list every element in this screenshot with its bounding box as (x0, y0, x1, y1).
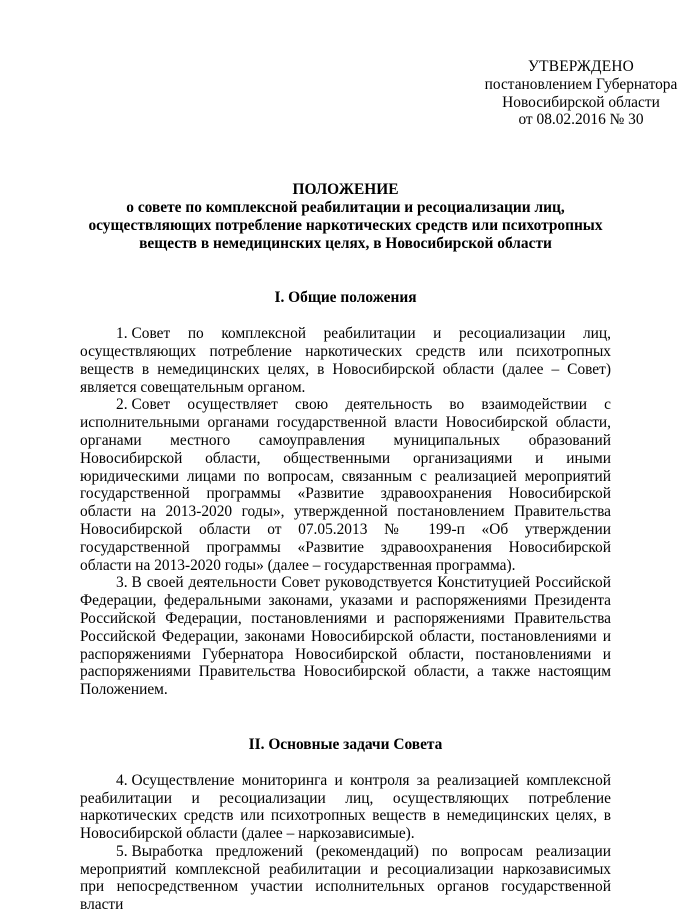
paragraph-number: 5. (116, 842, 128, 860)
paragraph-3 (80, 574, 611, 699)
document-subtitle-line-2: осуществляющих потребление наркотических средств или психотропных (88, 216, 603, 234)
paragraph-4 (80, 772, 611, 843)
approval-line-2: Новосибирской области (502, 93, 660, 111)
approval-line-3: от 08.02.2016 № 30 (518, 111, 644, 129)
paragraph-text: Совет осуществляет свою деятельность во взаимодействии с исполнительными органами государственной власти Новосибирской области, органами местного самоуправления муниципальных образований Новосибирской области, общественными организациями и иными юридическими лицами по вопросам, связанным с реализацией мероприятий государственной программы «Развитие здравоохранения Новосибирской области на 2013-2020 годы», утвержденной постановлением Правительства Новосибирской области от 07.05.2013 № 199-п «Об утверждении государственной программы «Развитие здравоохранения Новосибирской области на 2013-2020 годы» (далее – государственная программа). (80, 396, 611, 574)
paragraph-number: 4. (116, 771, 128, 789)
paragraph-text: Совет по комплексной реабилитации и ресоциализации лиц, осуществляющих потребление наркотических средств или психотропных веществ в немедицинских целях, в Новосибирской области (далее – Совет) является совещательным органом. (80, 325, 611, 396)
paragraph-number: 3. (116, 574, 128, 592)
paragraph-number: 1. (116, 325, 128, 343)
paragraph-text: В своей деятельности Совет руководствуется Конституцией Российской Федерации, федеральными законами, указами и распоряжениями Президента Российской Федерации, постановлениями и распоряжениями Правительства Российской Федерации, законами Новосибирской области, постановлениями и распоряжениями Губернатора Новосибирской области, постановлениями и распоряжениями Правительства Новосибирской области, а также настоящим Положением. (80, 574, 611, 699)
approval-stamp (478, 58, 684, 129)
paragraph-text: Выработка предложений (рекомендаций) по вопросам реализации мероприятий комплексной реабилитации и ресоциализации наркозависимых при непосредственном участии исполнительных органов государственной власти (80, 842, 611, 914)
paragraph-number: 2. (116, 396, 128, 414)
paragraph-5 (80, 843, 611, 914)
approval-heading: УТВЕРЖДЕНО (528, 58, 634, 75)
document-title: ПОЛОЖЕНИЕ (292, 181, 399, 199)
document-subtitle-line-3: веществ в немедицинских целях, в Новосибирской области (139, 234, 552, 252)
document-subtitle-line-1: о совете по комплексной реабилитации и ресоциализации лиц, (126, 198, 565, 216)
paragraph-1 (80, 325, 611, 396)
approval-line-1: постановлением Губернатора (484, 75, 678, 93)
section-1-heading: I. Общие положения (274, 289, 417, 307)
section-2-heading: II. Основные задачи Совета (248, 735, 443, 753)
paragraph-text: Осуществление мониторинга и контроля за реализацией комплексной реабилитации и ресоциализации лиц, осуществляющих потребление наркотических средств или психотропных веществ в немедицинских целях, в Новосибирской области (далее – наркозависимые). (80, 771, 611, 843)
document-title-block (80, 181, 611, 252)
paragraph-2 (80, 396, 611, 574)
